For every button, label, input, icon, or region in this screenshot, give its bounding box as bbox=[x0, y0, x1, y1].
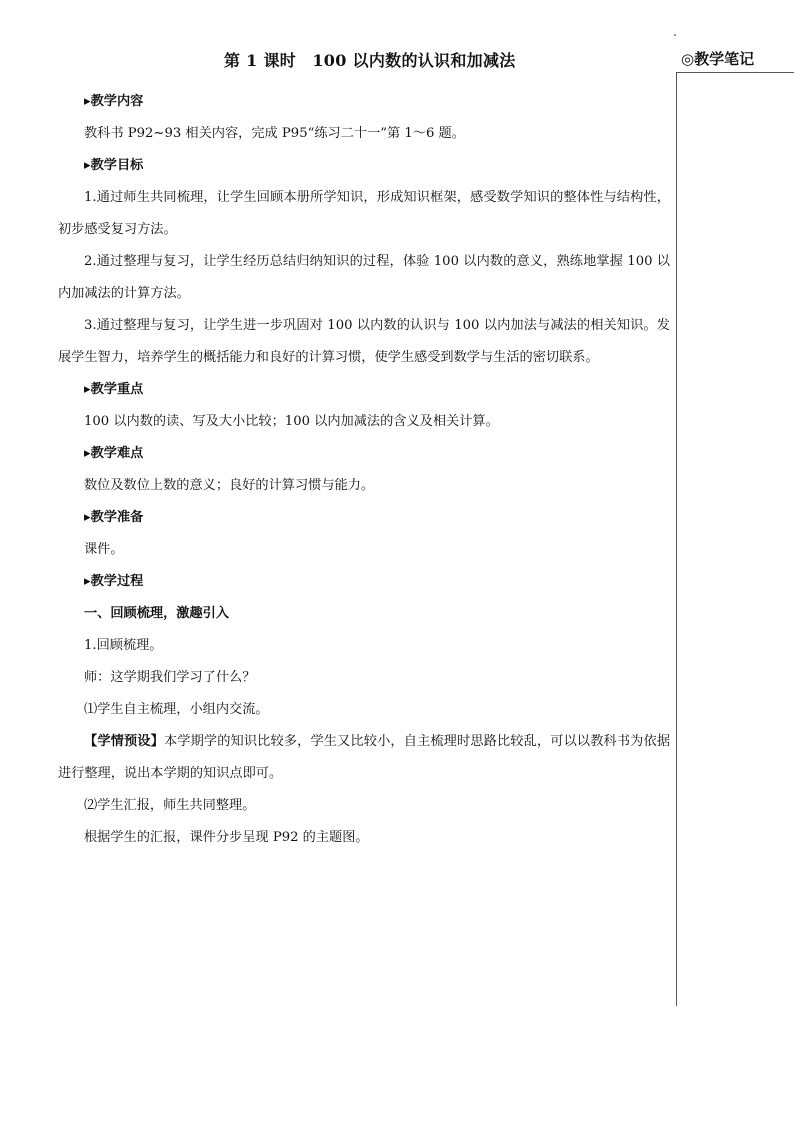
notes-column-divider bbox=[676, 72, 677, 1006]
goal-2-text: 2.通过整理与复习，让学生经历总结归纳知识的过程，体验 100 以内数的意义，熟练地掌握 100 以内加减法的计算方法。 bbox=[58, 254, 670, 301]
teaching-content-text: 教科书 P92~93 相关内容，完成 P95“练习二十一”第 1～6 题。 bbox=[84, 126, 465, 141]
learning-preset-tag: 【学情预设】 bbox=[84, 734, 164, 749]
teacher-question-text: 师：这学期我们学习了什么？ bbox=[84, 670, 256, 685]
key-points-text: 100 以内数的读、写及大小比较；100 以内加减法的含义及相关计算。 bbox=[84, 414, 499, 429]
show-theme-image-text: 根据学生的汇报，课件分步呈现 P92 的主题图。 bbox=[84, 830, 369, 845]
heading-difficulties: ▸教学难点 bbox=[84, 446, 144, 461]
learning-preset-text: 本学期学的知识比较多，学生又比较小，自主梳理时思路比较乱，可以以教科书为依据进行整理，说出本学期的知识点即可。 bbox=[58, 734, 671, 781]
heading-teaching-goals: ▸教学目标 bbox=[84, 158, 144, 173]
goal-3-text: 3.通过整理与复习，让学生进一步巩固对 100 以内数的认识与 100 以内加法与减法的相关知识。发展学生智力，培养学生的概括能力和良好的计算习惯，使学生感受到数学与生活的密切联系。 bbox=[58, 318, 670, 365]
difficulties-text: 数位及数位上数的意义；良好的计算习惯与能力。 bbox=[84, 478, 375, 493]
page-title: 第 1 课时 100 以内数的认识和加减法 bbox=[224, 51, 516, 70]
heading-teaching-process: ▸教学过程 bbox=[84, 574, 144, 589]
step-2-text: ⑵学生汇报，师生共同整理。 bbox=[84, 798, 256, 813]
teaching-notes-label: ◎教学笔记 bbox=[681, 50, 755, 68]
corner-mark bbox=[674, 34, 676, 36]
review-step-text: 1.回顾梳理。 bbox=[84, 638, 163, 653]
step-1-text: ⑴学生自主梳理，小组内交流。 bbox=[84, 702, 269, 717]
preparation-text: 课件。 bbox=[84, 542, 124, 557]
learning-preset-note bbox=[58, 726, 670, 790]
goal-1-text: 1.通过师生共同梳理，让学生回顾本册所学知识，形成知识框架，感受数学知识的整体性与结构性，初步感受复习方法。 bbox=[58, 190, 670, 237]
heading-preparation: ▸教学准备 bbox=[84, 510, 144, 525]
lesson-body bbox=[58, 86, 670, 854]
heading-key-points: ▸教学重点 bbox=[84, 382, 144, 397]
section-1-title: 一、回顾梳理，激趣引入 bbox=[84, 606, 230, 621]
heading-teaching-content: ▸教学内容 bbox=[84, 94, 144, 109]
notes-column-top-rule bbox=[676, 72, 794, 73]
